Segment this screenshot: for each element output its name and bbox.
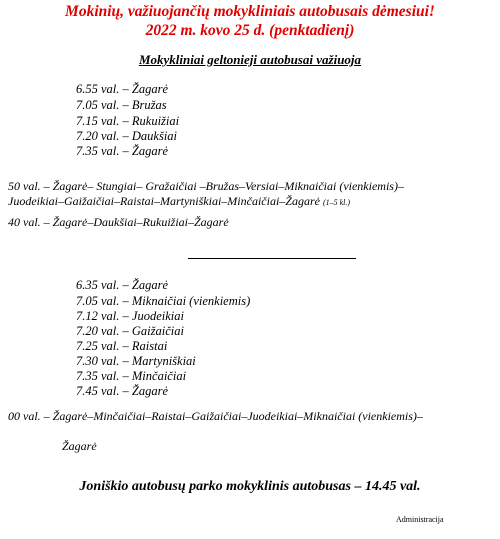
schedule2-stop-2: 7.05 val. – Miknaičiai (vienkiemis) xyxy=(76,294,251,308)
afternoon-bus-note: Joniškio autobusų parko mokyklinis autobusas – 14.45 val. xyxy=(79,479,421,494)
schedule2-stop-5: 7.25 val. – Raistai xyxy=(76,339,168,353)
route-b: 40 val. – Žagarė–Daukšiai–Rukuižiai–Žagarė xyxy=(8,215,229,229)
section-divider xyxy=(188,258,356,259)
route-a-line-1: 50 val. – Žagarė– Stungiai– Gražaičiai –Bružas–Versiai–Miknaičiai (vienkiemis)– xyxy=(8,179,404,193)
schedule2-stop-7: 7.35 val. – Minčaičiai xyxy=(76,369,187,383)
notice-title: Mokinių, važiuojančių mokykliniais autobusais dėmesiui! xyxy=(65,3,435,20)
schedule1-stop-3: 7.15 val. – Rukuižiai xyxy=(76,114,180,128)
route-c-end: Žagarė xyxy=(62,439,97,453)
route-a-stops: Juodeikiai–Gaižaičiai–Raistai–Martyniškiai–Minčaičiai–Žagarė xyxy=(8,194,320,208)
schedule2-stop-8: 7.45 val. – Žagarė xyxy=(76,384,169,398)
schedule1-stop-1: 6.55 val. – Žagarė xyxy=(76,82,169,96)
schedule2-stop-3: 7.12 val. – Juodeikiai xyxy=(76,309,184,323)
route-a-line-2 xyxy=(8,194,350,210)
schedule2-stop-4: 7.20 val. – Gaižaičiai xyxy=(76,324,184,338)
notice-date: 2022 m. kovo 25 d. (penktadienį) xyxy=(145,22,355,39)
schedule1-stop-4: 7.20 val. – Daukšiai xyxy=(76,129,178,143)
schedule1-stop-5: 7.35 val. – Žagarė xyxy=(76,144,169,158)
signature: Administracija xyxy=(396,515,444,524)
schedule1-stop-2: 7.05 val. – Bružas xyxy=(76,98,167,112)
section-heading: Mokykliniai geltonieji autobusai važiuoja xyxy=(138,52,362,67)
schedule2-stop-6: 7.30 val. – Martyniškiai xyxy=(76,354,196,368)
route-c: 00 val. – Žagarė–Minčaičiai–Raistai–Gaižaičiai–Juodeikiai–Miknaičiai (vienkiemis)– xyxy=(8,409,423,423)
schedule2-stop-1: 6.35 val. – Žagarė xyxy=(76,278,169,292)
route-a-grade-note: (1–5 kl.) xyxy=(322,198,351,207)
